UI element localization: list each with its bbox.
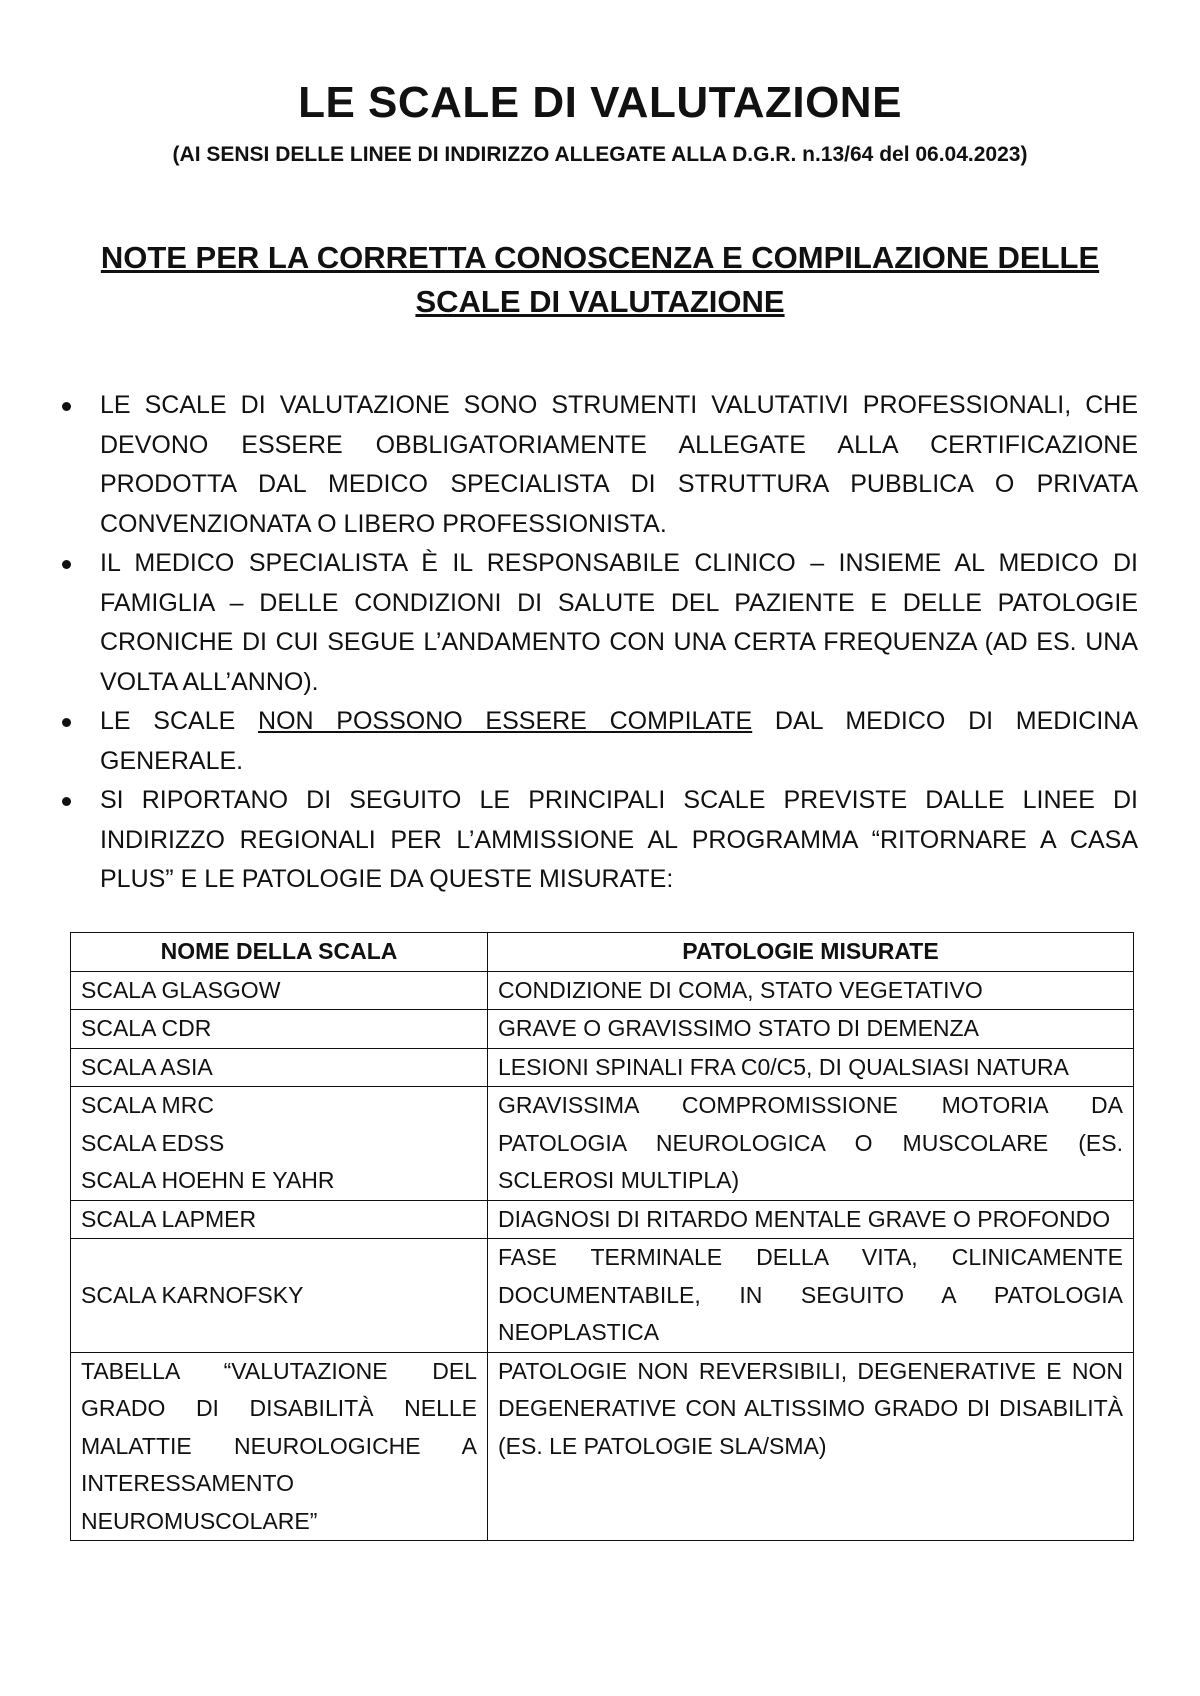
scale-name-cell: SCALA ASIA — [71, 1048, 488, 1087]
list-item — [54, 544, 1138, 702]
scale-name-line: SCALA EDSS — [81, 1129, 225, 1156]
table-header-row — [71, 933, 1134, 972]
scale-name-line: SCALA MRC — [81, 1092, 214, 1118]
notes-list — [54, 386, 1138, 900]
bullet-icon — [62, 797, 71, 806]
bullet-icon — [62, 718, 71, 727]
scale-name-cell: SCALA GLASGOW — [71, 971, 488, 1010]
scale-name-line: SCALA HOEHN E YAHR — [81, 1167, 335, 1193]
scale-name-cell: TABELLA “VALUTAZIONE DEL GRADO DI DISABILITÀ NELLE MALATTIE NEUROLOGICHE A INTERESSAMENTO NEUROMUSCOLARE” — [71, 1352, 488, 1541]
pathology-cell: CONDIZIONE DI COMA, STATO VEGETATIVO — [488, 971, 1134, 1010]
scale-name-cell: SCALA CDR — [71, 1010, 488, 1049]
list-item-text-end: DAL MEDICO DI MEDICINA GENERALE. — [100, 707, 1139, 775]
pathology-cell: GRAVISSIMA COMPROMISSIONE MOTORIA DA PATOLOGIA NEUROLOGICA O MUSCOLARE (ES. SCLEROSI MULTIPLA) — [488, 1087, 1134, 1201]
scale-name-cell: SCALA LAPMER — [71, 1200, 488, 1239]
table-row — [71, 1200, 1134, 1239]
table-row — [71, 971, 1134, 1010]
pathology-cell: DIAGNOSI DI RITARDO MENTALE GRAVE O PROFONDO — [488, 1200, 1134, 1239]
notes-heading-line-1: NOTE PER LA CORRETTA CONOSCENZA E COMPILAZIONE DELLE — [100, 240, 1100, 275]
scales-table — [70, 932, 1134, 1541]
table-row — [71, 1087, 1134, 1201]
bullet-icon — [62, 402, 71, 411]
column-header-pathologies: PATOLOGIE MISURATE — [488, 933, 1134, 972]
list-item-text: SI RIPORTANO DI SEGUITO LE PRINCIPALI SCALE PREVISTE DALLE LINEE DI INDIRIZZO REGIONALI PER L’AMMISSIONE AL PROGRAMMA “RITORNARE A CASA PLUS” E LE PATOLOGIE DA QUESTE MISURATE: — [100, 786, 1138, 893]
list-item-text: LE SCALE DI VALUTAZIONE SONO STRUMENTI VALUTATIVI PROFESSIONALI, CHE DEVONO ESSERE OBBLIGATORIAMENTE ALLEGATE ALLA CERTIFICAZIONE PRODOTTA DAL MEDICO SPECIALISTA DI STRUTTURA PUBBLICA O PRIVATA CONVENZIONATA O LIBERO PROFESSIONISTA. — [100, 391, 1138, 538]
underlined-text: NON POSSONO ESSERE COMPILATE — [258, 707, 753, 735]
list-item-text-start: LE SCALE — [100, 707, 259, 735]
list-item — [54, 386, 1138, 544]
list-item — [54, 702, 1138, 781]
list-item — [54, 781, 1138, 900]
pathology-cell: FASE TERMINALE DELLA VITA, CLINICAMENTE DOCUMENTABILE, IN SEGUITO A PATOLOGIA NEOPLASTICA — [488, 1239, 1134, 1353]
table-row — [71, 1010, 1134, 1049]
pathology-cell: GRAVE O GRAVISSIMO STATO DI DEMENZA — [488, 1010, 1134, 1049]
notes-heading-line-2: SCALE DI VALUTAZIONE — [415, 284, 785, 319]
page-title: LE SCALE DI VALUTAZIONE — [298, 78, 902, 127]
pathology-cell: LESIONI SPINALI FRA C0/C5, DI QUALSIASI NATURA — [488, 1048, 1134, 1087]
pathology-cell: PATOLOGIE NON REVERSIBILI, DEGENERATIVE E NON DEGENERATIVE CON ALTISSIMO GRADO DI DISABILITÀ (ES. LE PATOLOGIE SLA/SMA) — [488, 1352, 1134, 1541]
scale-name-cell: SCALA KARNOFSKY — [71, 1239, 488, 1353]
table-row — [71, 1048, 1134, 1087]
scale-name-cell — [71, 1087, 488, 1201]
bullet-icon — [62, 560, 71, 569]
page-subtitle: (AI SENSI DELLE LINEE DI INDIRIZZO ALLEGATE ALLA D.G.R. n.13/64 del 06.04.2023) — [172, 143, 1028, 166]
table-row — [71, 1352, 1134, 1541]
column-header-scale-name: NOME DELLA SCALA — [71, 933, 488, 972]
table-row — [71, 1239, 1134, 1353]
list-item-text: IL MEDICO SPECIALISTA È IL RESPONSABILE CLINICO – INSIEME AL MEDICO DI FAMIGLIA – DELLE CONDIZIONI DI SALUTE DEL PAZIENTE E DELLE PATOLOGIE CRONICHE DI CUI SEGUE L’ANDAMENTO CON UNA CERTA FREQUENZA (AD ES. UNA VOLTA ALL’ANNO). — [100, 549, 1138, 696]
notes-heading — [60, 236, 1140, 324]
